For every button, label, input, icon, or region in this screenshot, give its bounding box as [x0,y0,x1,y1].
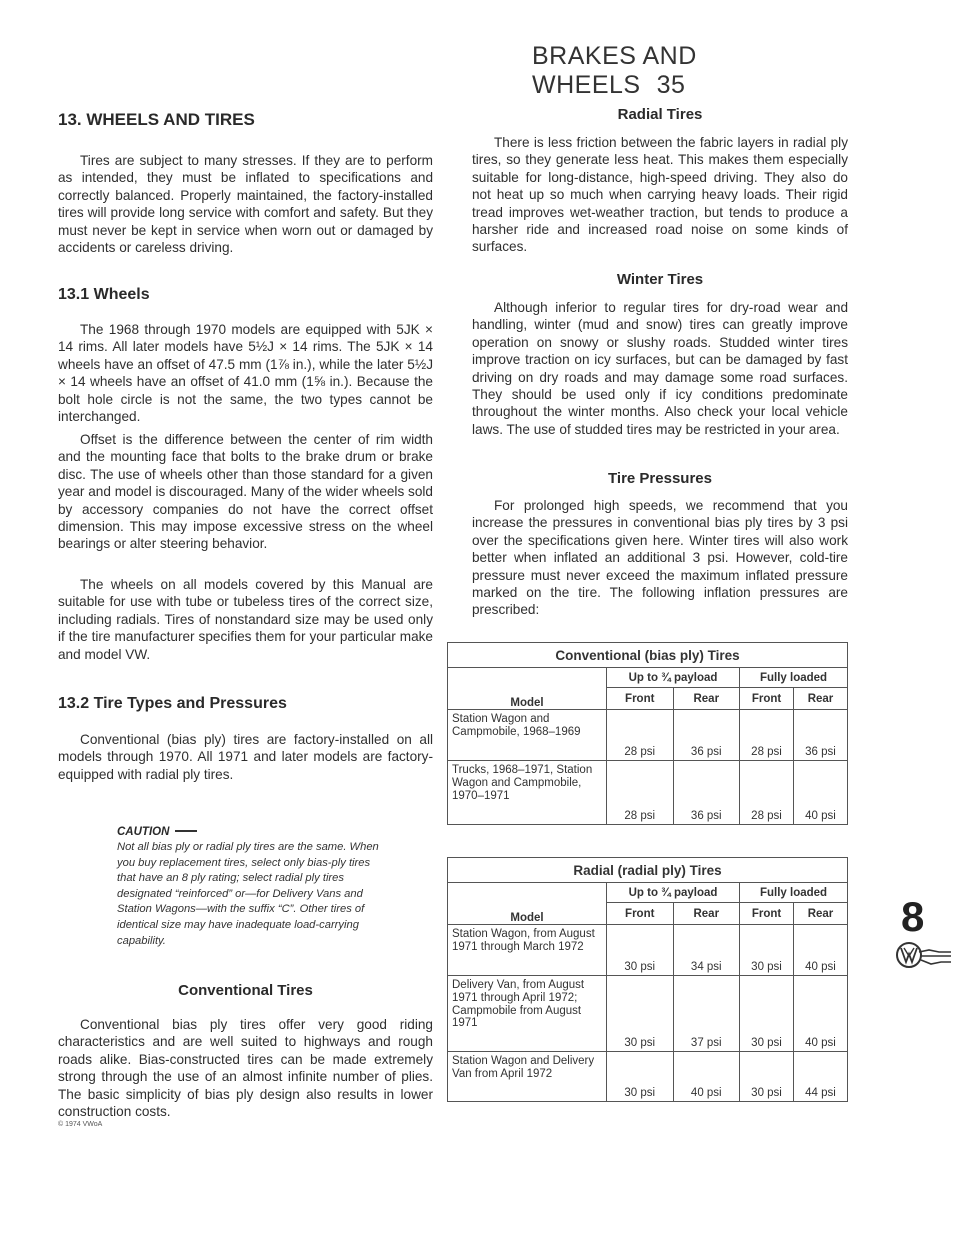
chapter-tab-marker [895,894,955,974]
radial-col-front-1: Front [607,903,674,925]
table-cell: 30 psi [740,1052,794,1102]
table-cell: 28 psi [607,710,674,761]
table-row [448,976,848,1052]
conventional-tires-paragraph: Conventional bias ply tires offer very good riding characteristics and are well suited to highways and rough roads alike. Bias-constructed tires can be made extremely strong through the use of an almost infinite number of plies. The basic simplicity of bias ply design also results in lower construction costs. [58,1017,433,1120]
table-cell: 40 psi [794,925,848,976]
table-row [448,925,848,976]
winter-tires-heading: Winter Tires [616,271,704,288]
table-cell: 40 psi [794,761,848,825]
radial-col-rear-1: Rear [673,903,740,925]
radial-group-payload: Up to ¾ payload [607,883,740,903]
conventional-tires-table [447,642,848,825]
table-cell: 30 psi [607,976,674,1052]
table-cell: 44 psi [794,1052,848,1102]
radial-tires-table [447,857,848,1102]
table-cell: 30 psi [607,925,674,976]
radial-table-title: Radial (radial ply) Tires [448,858,848,883]
table-cell-model: Station Wagon and Delivery Van from April 1972 [448,1052,607,1102]
wheels-paragraph-2: Offset is the difference between the center of rim width and the mounting face that bolts to the brake drum or brake disc. The use of wheels other than those standard for a given year and model is discouraged. Many of the wider wheels sold by accessory companies do not have the correct offset dimension. This may impose excessive stress on the wheel bearings or alter steering behavior. [58,432,433,552]
table-cell-model: Station Wagon and Campmobile, 1968–1969 [448,710,607,761]
table-cell: 30 psi [740,925,794,976]
radial-col-rear-2: Rear [794,903,848,925]
radial-group-loaded: Fully loaded [740,883,848,903]
wheels-paragraph-1: The 1968 through 1970 models are equipped with 5JK × 14 rims. All later models have 5½J × 14 rims. The 5JK × 14 wheels have an offset of 47.5 mm (1⅞ in.), while the later 5½J × 14 wheels have an offset of 41.0 mm (1⅝ in.). Because the bolt hole circle is not the same, the two types cannot be interchanged. [58,322,433,425]
table-row [448,1052,848,1102]
conventional-col-rear-1: Rear [673,688,740,710]
table-cell: 28 psi [740,761,794,825]
page-number: 35 [656,71,686,99]
caution-rule [175,830,197,832]
conventional-col-rear-2: Rear [794,688,848,710]
table-cell: 37 psi [673,976,740,1052]
conventional-col-front-1: Front [607,688,674,710]
running-head-title: BRAKES AND WHEELS [532,42,697,99]
table-cell: 30 psi [607,1052,674,1102]
running-head [532,42,852,100]
radial-col-model: Model [448,883,607,925]
radial-tires-paragraph: There is less friction between the fabric layers in radial ply tires, so they generate less heat. This makes them especially suitable for long-distance, high-speed driving. They also do not heat up so much when carrying heavy loads. Their rigid tread improves wet-weather traction, but tends to produce a harsher ride and increased road noise on some kinds of surfaces. [472,135,848,255]
table-row [448,761,848,825]
copyright-note: © 1974 VWoA [58,1121,103,1128]
table-cell: 36 psi [673,761,740,825]
caution-box [117,822,382,949]
vw-logo-icon [895,940,953,970]
table-cell-model: Station Wagon, from August 1971 through March 1972 [448,925,607,976]
section-title: 13. WHEELS AND TIRES [58,110,255,129]
caution-text: Not all bias ply or radial ply tires are the same. When you buy replacement tires, select only bias-ply tires that have an 8 ply rating; select radial ply tires designated “reinforced” or—for Delivery Vans and Station Wagons—with the suffix “C”. Other tires of identical size may have inadequate load-carrying capability. [117,841,379,947]
radial-tires-heading: Radial Tires [617,106,703,123]
table-cell-model: Delivery Van, from August 1971 through April 1972; Campmobile from August 1971 [448,976,607,1052]
radial-col-front-2: Front [740,903,794,925]
table-cell: 40 psi [673,1052,740,1102]
tire-types-heading: 13.2 Tire Types and Pressures [58,695,287,712]
conventional-tires-heading: Conventional Tires [178,982,313,999]
tire-types-paragraph: Conventional (bias ply) tires are factory-installed on all models through 1970. All 1971 and later models are factory-equipped with radial ply tires. [58,732,433,782]
wheels-heading: 13.1 Wheels [58,286,150,303]
chapter-number: 8 [901,893,925,940]
table-cell: 34 psi [673,925,740,976]
table-row [448,710,848,761]
conventional-col-front-2: Front [740,688,794,710]
conventional-col-model: Model [448,668,607,710]
table-cell: 36 psi [794,710,848,761]
table-cell: 28 psi [607,761,674,825]
tire-pressures-paragraph: For prolonged high speeds, we recommend that you increase the pressures in conventional bias ply tires by 3 psi over the specifications given here. Winter tires will also work better when inflated an additional 3 psi. However, cold-tire pressure must never exceed the maximum inflated pressure marked on the tire. The following inflation pressures are prescribed: [472,498,848,618]
intro-paragraph: Tires are subject to many stresses. If they are to perform as intended, they must be inflated to specifications and correctly balanced. Properly maintained, the factory-installed tires will provide long service with comfort and safety. But they must never be kept in service when worn out or damaged by accidents or careless driving. [58,153,433,256]
tire-pressures-heading: Tire Pressures [608,470,712,487]
caution-label: CAUTION [117,826,170,838]
table-cell-model: Trucks, 1968–1971, Station Wagon and Campmobile, 1970–1971 [448,761,607,825]
conventional-table-title: Conventional (bias ply) Tires [448,643,848,668]
table-cell: 40 psi [794,976,848,1052]
table-cell: 28 psi [740,710,794,761]
table-cell: 36 psi [673,710,740,761]
winter-tires-paragraph: Although inferior to regular tires for dry-road wear and handling, winter (mud and snow) tires can greatly improve operation on snowy or slushy roads. Studded winter tires improve traction on icy surfaces, but can be damaged by fast driving on dry roads and may damage some road surfaces. They should be used only if icy conditions predominate throughout the winter months. Also check your local vehicle laws. The use of studded tires may be restricted in your area. [472,300,848,437]
wheels-paragraph-3: The wheels on all models covered by this Manual are suitable for use with tube or tubeless tires of the correct size, including radials. Tires of nonstandard size may be used only if the tire manufacturer specifies them for your particular make and model VW. [58,577,433,662]
table-cell: 30 psi [740,976,794,1052]
conventional-group-payload: Up to ¾ payload [607,668,740,688]
conventional-group-loaded: Fully loaded [740,668,848,688]
